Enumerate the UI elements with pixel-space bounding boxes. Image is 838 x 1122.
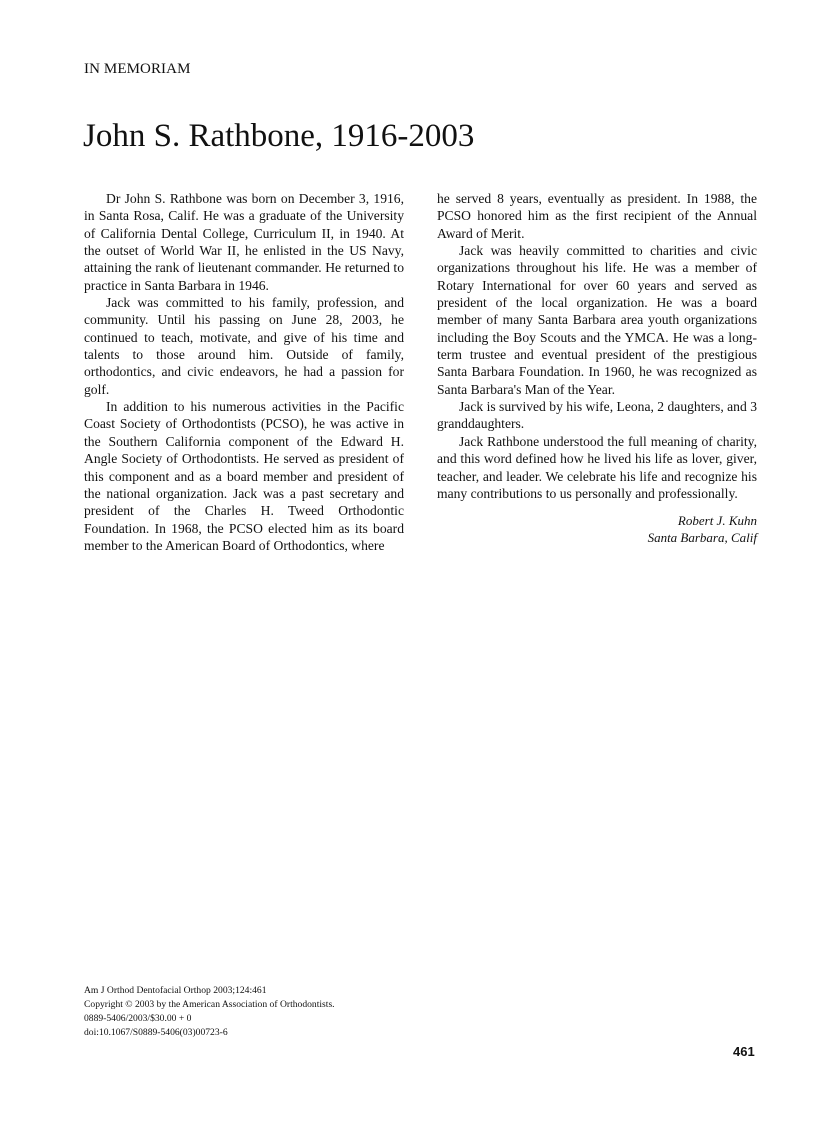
paragraph: Jack was heavily committed to charities and civic organizations throughout his life. He was a member of Rotary International for over 60 years and served as president of the local organization. He was a board member of many Santa Barbara area youth organizations including the Boy Scouts and the YMCA. He was a long-term trustee and eventual president of the prestigious Santa Barbara Foundation. In 1960, he was recognized as Santa Barbara's Man of the Year. — [437, 243, 757, 397]
paragraph: he served 8 years, eventually as president. In 1988, the PCSO honored him as the first recipient of the Annual Award of Merit. — [437, 191, 757, 241]
paragraph: Jack Rathbone understood the full meaning of charity, and this word defined how he lived his life as lover, giver, teacher, and leader. We celebrate his life and recognize his many contributions to us personally and professionally. — [437, 433, 757, 501]
signature-location: Santa Barbara, Calif — [647, 530, 757, 546]
page-number: 461 — [733, 1044, 755, 1059]
paragraph: Jack is survived by his wife, Leona, 2 daughters, and 3 granddaughters. — [437, 399, 757, 432]
paragraph: Jack was committed to his family, profession, and community. Until his passing on June 28, 2003, he continued to teach, motivate, and give of his time and talents to those around him. Outside of family, orthodontics, and civic endeavors, he had a passion for golf. — [84, 295, 404, 397]
citation-footer — [84, 984, 335, 1040]
signature-author: Robert J. Kuhn — [677, 513, 757, 529]
journal-citation: Am J Orthod Dentofacial Orthop 2003;124:461 — [84, 985, 267, 996]
pricing-code: 0889-5406/2003/$30.00 + 0 — [84, 1013, 192, 1024]
doi: doi:10.1067/S0889-5406(03)00723-6 — [84, 1027, 228, 1038]
right-column — [437, 190, 757, 546]
paragraph: Dr John S. Rathbone was born on December 3, 1916, in Santa Rosa, Calif. He was a graduate of the University of California Dental College, Curriculum II, in 1940. At the outset of World War II, he enlisted in the US Navy, attaining the rank of lieutenant commander. He returned to practice in Santa Barbara in 1946. — [84, 191, 404, 293]
section-label: IN MEMORIAM — [84, 61, 191, 77]
left-column — [84, 190, 404, 554]
article-title: John S. Rathbone, 1916-2003 — [83, 118, 475, 154]
signature-block — [437, 512, 757, 546]
copyright-notice: Copyright © 2003 by the American Association of Orthodontists. — [84, 999, 335, 1010]
paragraph: In addition to his numerous activities in the Pacific Coast Society of Orthodontists (PCSO), he was active in the Southern California component of the Edward H. Angle Society of Orthodontists. He served as president of this component and as a board member and president of the national organization. Jack was a past secretary and president of the Charles H. Tweed Orthodontic Foundation. In 1968, the PCSO elected him as its board member to the American Board of Orthodontics, where — [84, 399, 404, 553]
